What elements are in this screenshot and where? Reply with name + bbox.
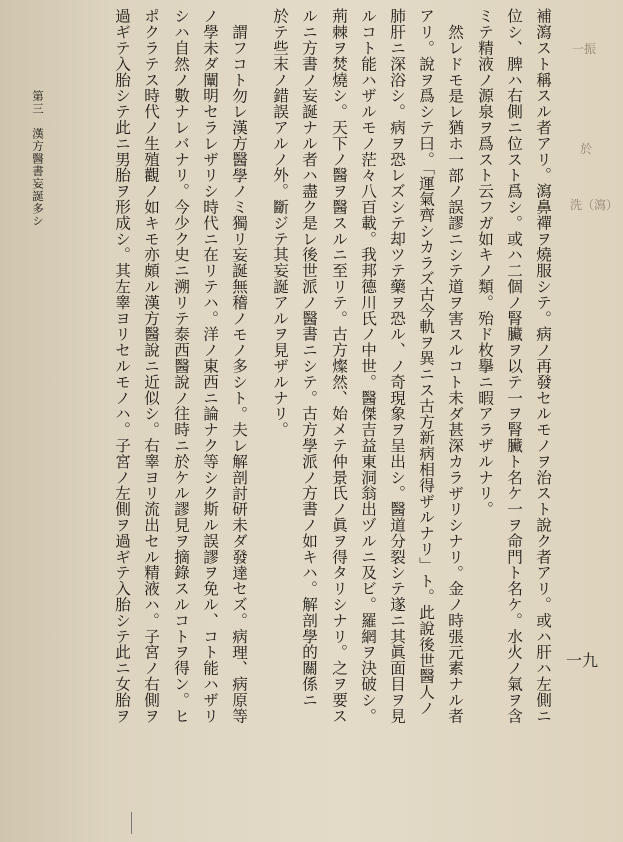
text-column: ミテ精液ノ源泉ヲ爲スト云フガ如キノ類。殆ド枚擧ニ暇アラザルナリ。 xyxy=(476,8,494,517)
text-column: ポクラテス時代ノ生殖觀ノ如キモ亦頗ル漢方醫說ニ近似シ。右睾ヨリ流出セル精液ハ。子宮ノ右側ヲ xyxy=(142,8,160,724)
text-column: ルコト能ハザルモノ茫々八百載。我邦德川氏ノ中世。醫傑吉益東洞翁出ヅルニ及ビ。羅網ヲ決破シ。 xyxy=(359,8,377,724)
running-head: 第三 漢方醫書妄誕多シ xyxy=(31,90,45,228)
text-column: アリ。說ヲ爲シテ曰。「運氣齊シカラズ古今軌ヲ異ニス古方新病相得ザルナリ」ト。此說後世醫人ノ xyxy=(417,8,435,716)
text-column: ルニ方書ノ妄誕ナル者ハ盡ク是レ後世派ノ醫書ニシテ。古方學派ノ方書ノ如キハ。解剖學的關係ニ xyxy=(300,8,318,708)
text-column: 然レドモ是レ猶ホ一部ノ誤謬ニシテ道ヲ害スルコト未ダ甚深カラザリシナリ。金ノ時張元素ナル者 xyxy=(446,24,464,724)
handwritten-annotation: 於 xyxy=(580,142,593,156)
handwritten-annotation: 一振 xyxy=(572,42,597,56)
text-column: 荊棘ヲ焚燒シ。天下ノ醫ヲ醫スルニ至リテ。古方燦然、始メテ仲景氏ノ眞ヲ得タリシナリ。之ヲ要ス xyxy=(330,8,348,724)
text-column: 位シ、脾ハ右側ニ位スト爲シ。或ハ二個ノ腎臟ヲ以テ一ヲ腎臟ト名ケ一ヲ命門ト名ケ。水火ノ氣ヲ含 xyxy=(505,8,523,724)
margin-rule xyxy=(131,812,132,834)
handwritten-annotation: 洗（瀉） xyxy=(570,198,619,212)
text-column: 於テ些末ノ錯誤アルノ外。斷ジテ其妄誕アルヲ見ザルナリ。 xyxy=(271,8,289,438)
text-column: 過ギテ入胎シテ此ニ男胎ヲ形成シ。其左睾ヨリセルモノハ。子宮ノ左側ヲ過ギテ入胎シテ此ニ女胎ヲ xyxy=(113,8,131,724)
page-number: 一九 xyxy=(566,651,599,670)
text-column: シハ自然ノ數ナレバナリ。今少ク史ニ溯リテ泰西醫說ノ往時ニ於ケル謬見ヲ摘錄スルコトヲ得ン。ヒ xyxy=(172,8,190,724)
text-column: 補瀉スト稱スル者アリ。瀉鼻禪ヲ燒服シテ。病ノ再發セルモノヲ治スト說ク者アリ。或ハ肝ハ左側ニ xyxy=(534,8,552,724)
text-column: 肺肝ニ深浴シ。病ヲ恐レズシテ却ツテ藥ヲ恐ル、ノ奇現象ヲ呈出シ。醫道分裂シテ遂ニ其眞面目ヲ見 xyxy=(388,8,406,724)
text-column: 謂フコト勿レ漢方醫學ノミ獨リ妄誕無稽ノモノ多シト。夫レ解剖討研未ダ發達セズ。病理、病原等 xyxy=(230,24,248,724)
text-column: ノ學未ダ闡明セラレザリシ時代ニ在リテハ。洋ノ東西ニ論ナク等シク斯ル誤謬ヲ免ル、コト能ハザリ xyxy=(201,8,219,724)
